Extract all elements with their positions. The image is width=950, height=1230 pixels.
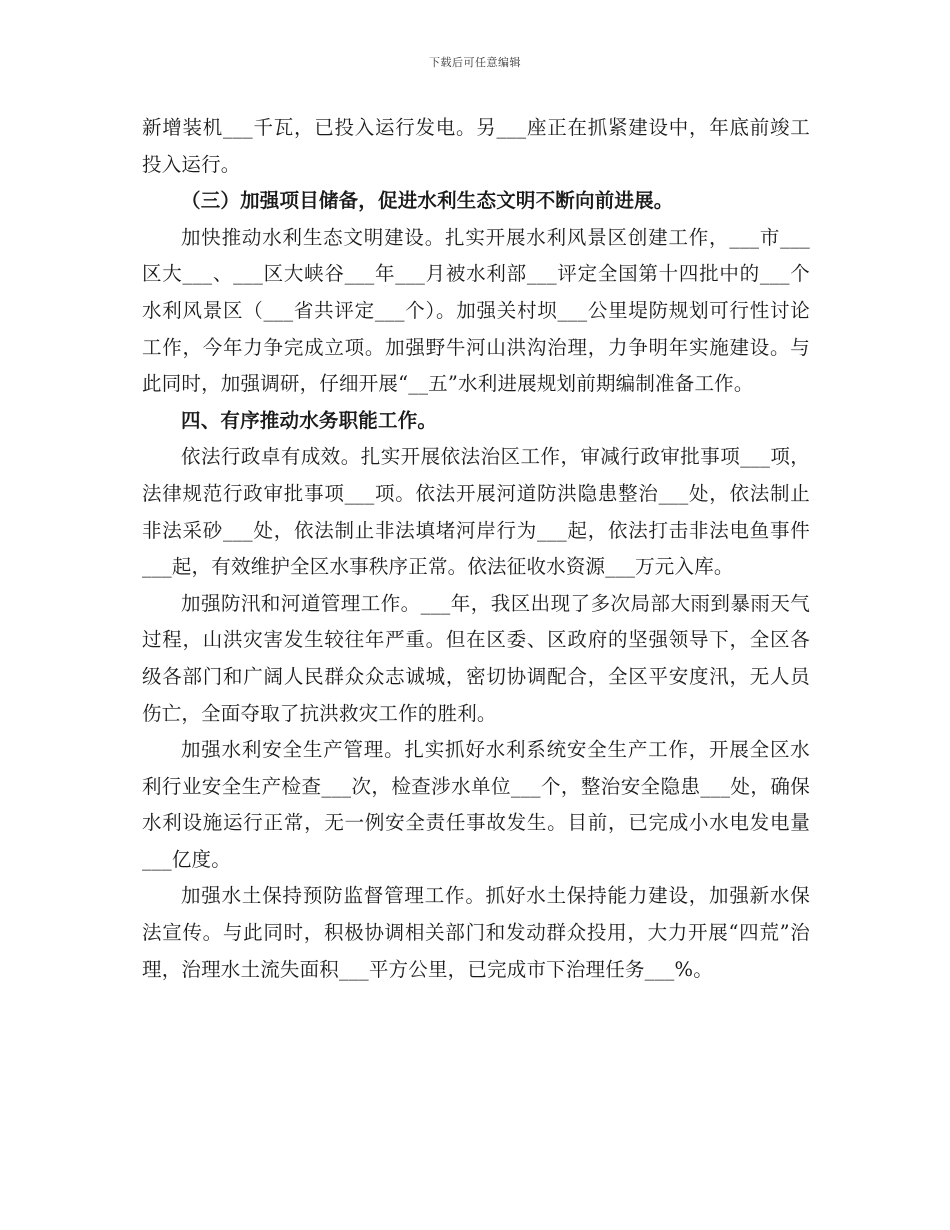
document-body bbox=[142, 110, 810, 988]
paragraph-law: 依法行政卓有成效。扎实开展依法治区工作，审减行政审批事项___项，法律规范行政审批事项___项。依法开展河道防洪隐患整治___处，依法制止非法采砂___处，依法制止非法填堵河岸行为___起，依法打击非法电鱼事件___起，有效维护全区水事秩序正常。依法征收水资源___万元入库。 bbox=[142, 445, 810, 579]
paragraph-flood: 加强防汛和河道管理工作。___年，我区出现了多次局部大雨到暴雨天气过程，山洪灾害发生较往年严重。但在区委、区政府的坚强领导下，全区各级各部门和广阔人民群众众志诚城，密切协调配合，全区平安度汛，无人员伤亡，全面夺取了抗洪救灾工作的胜利。 bbox=[142, 591, 810, 725]
paragraph-safety: 加强水利安全生产管理。扎实抓好水利系统安全生产工作，开展全区水利行业安全生产检查___次，检查涉水单位___个，整治安全隐患___处，确保水利设施运行正常，无一例安全责任事故发生。目前，已完成小水电发电量___亿度。 bbox=[142, 738, 810, 871]
page-header: 下载后可任意编辑 bbox=[429, 56, 521, 69]
paragraph-continuation: 新增装机___千瓦，已投入运行发电。另___座正在抓紧建设中，年底前竣工投入运行。 bbox=[142, 116, 810, 176]
paragraph-ecology: 加快推动水利生态文明建设。扎实开展水利风景区创建工作，___市___区大___、___区大峡谷___年___月被水利部___评定全国第十四批中的___个水利风景区（___省共评定___个）。加强关村坝___公里堤防规划可行性讨论工作，今年力争完成立项。加强野牛河山洪沟治理，力争明年实施建设。与此同时，加强调研，仔细开展“__五”水利进展规划前期编制准备工作。 bbox=[142, 225, 810, 396]
section-heading-3: （三）加强项目储备，促进水利生态文明不断向前进展。 bbox=[181, 189, 674, 213]
section-heading-4: 四、有序推动水务职能工作。 bbox=[181, 408, 438, 432]
paragraph-soil: 加强水土保持预防监督管理工作。抓好水土保持能力建设，加强新水保法宣传。与此同时，积极协调相关部门和发动群众投用，大力开展“四荒”治理，治理水土流失面积___平方公里，已完成市下治理任务___%。 bbox=[142, 884, 810, 981]
